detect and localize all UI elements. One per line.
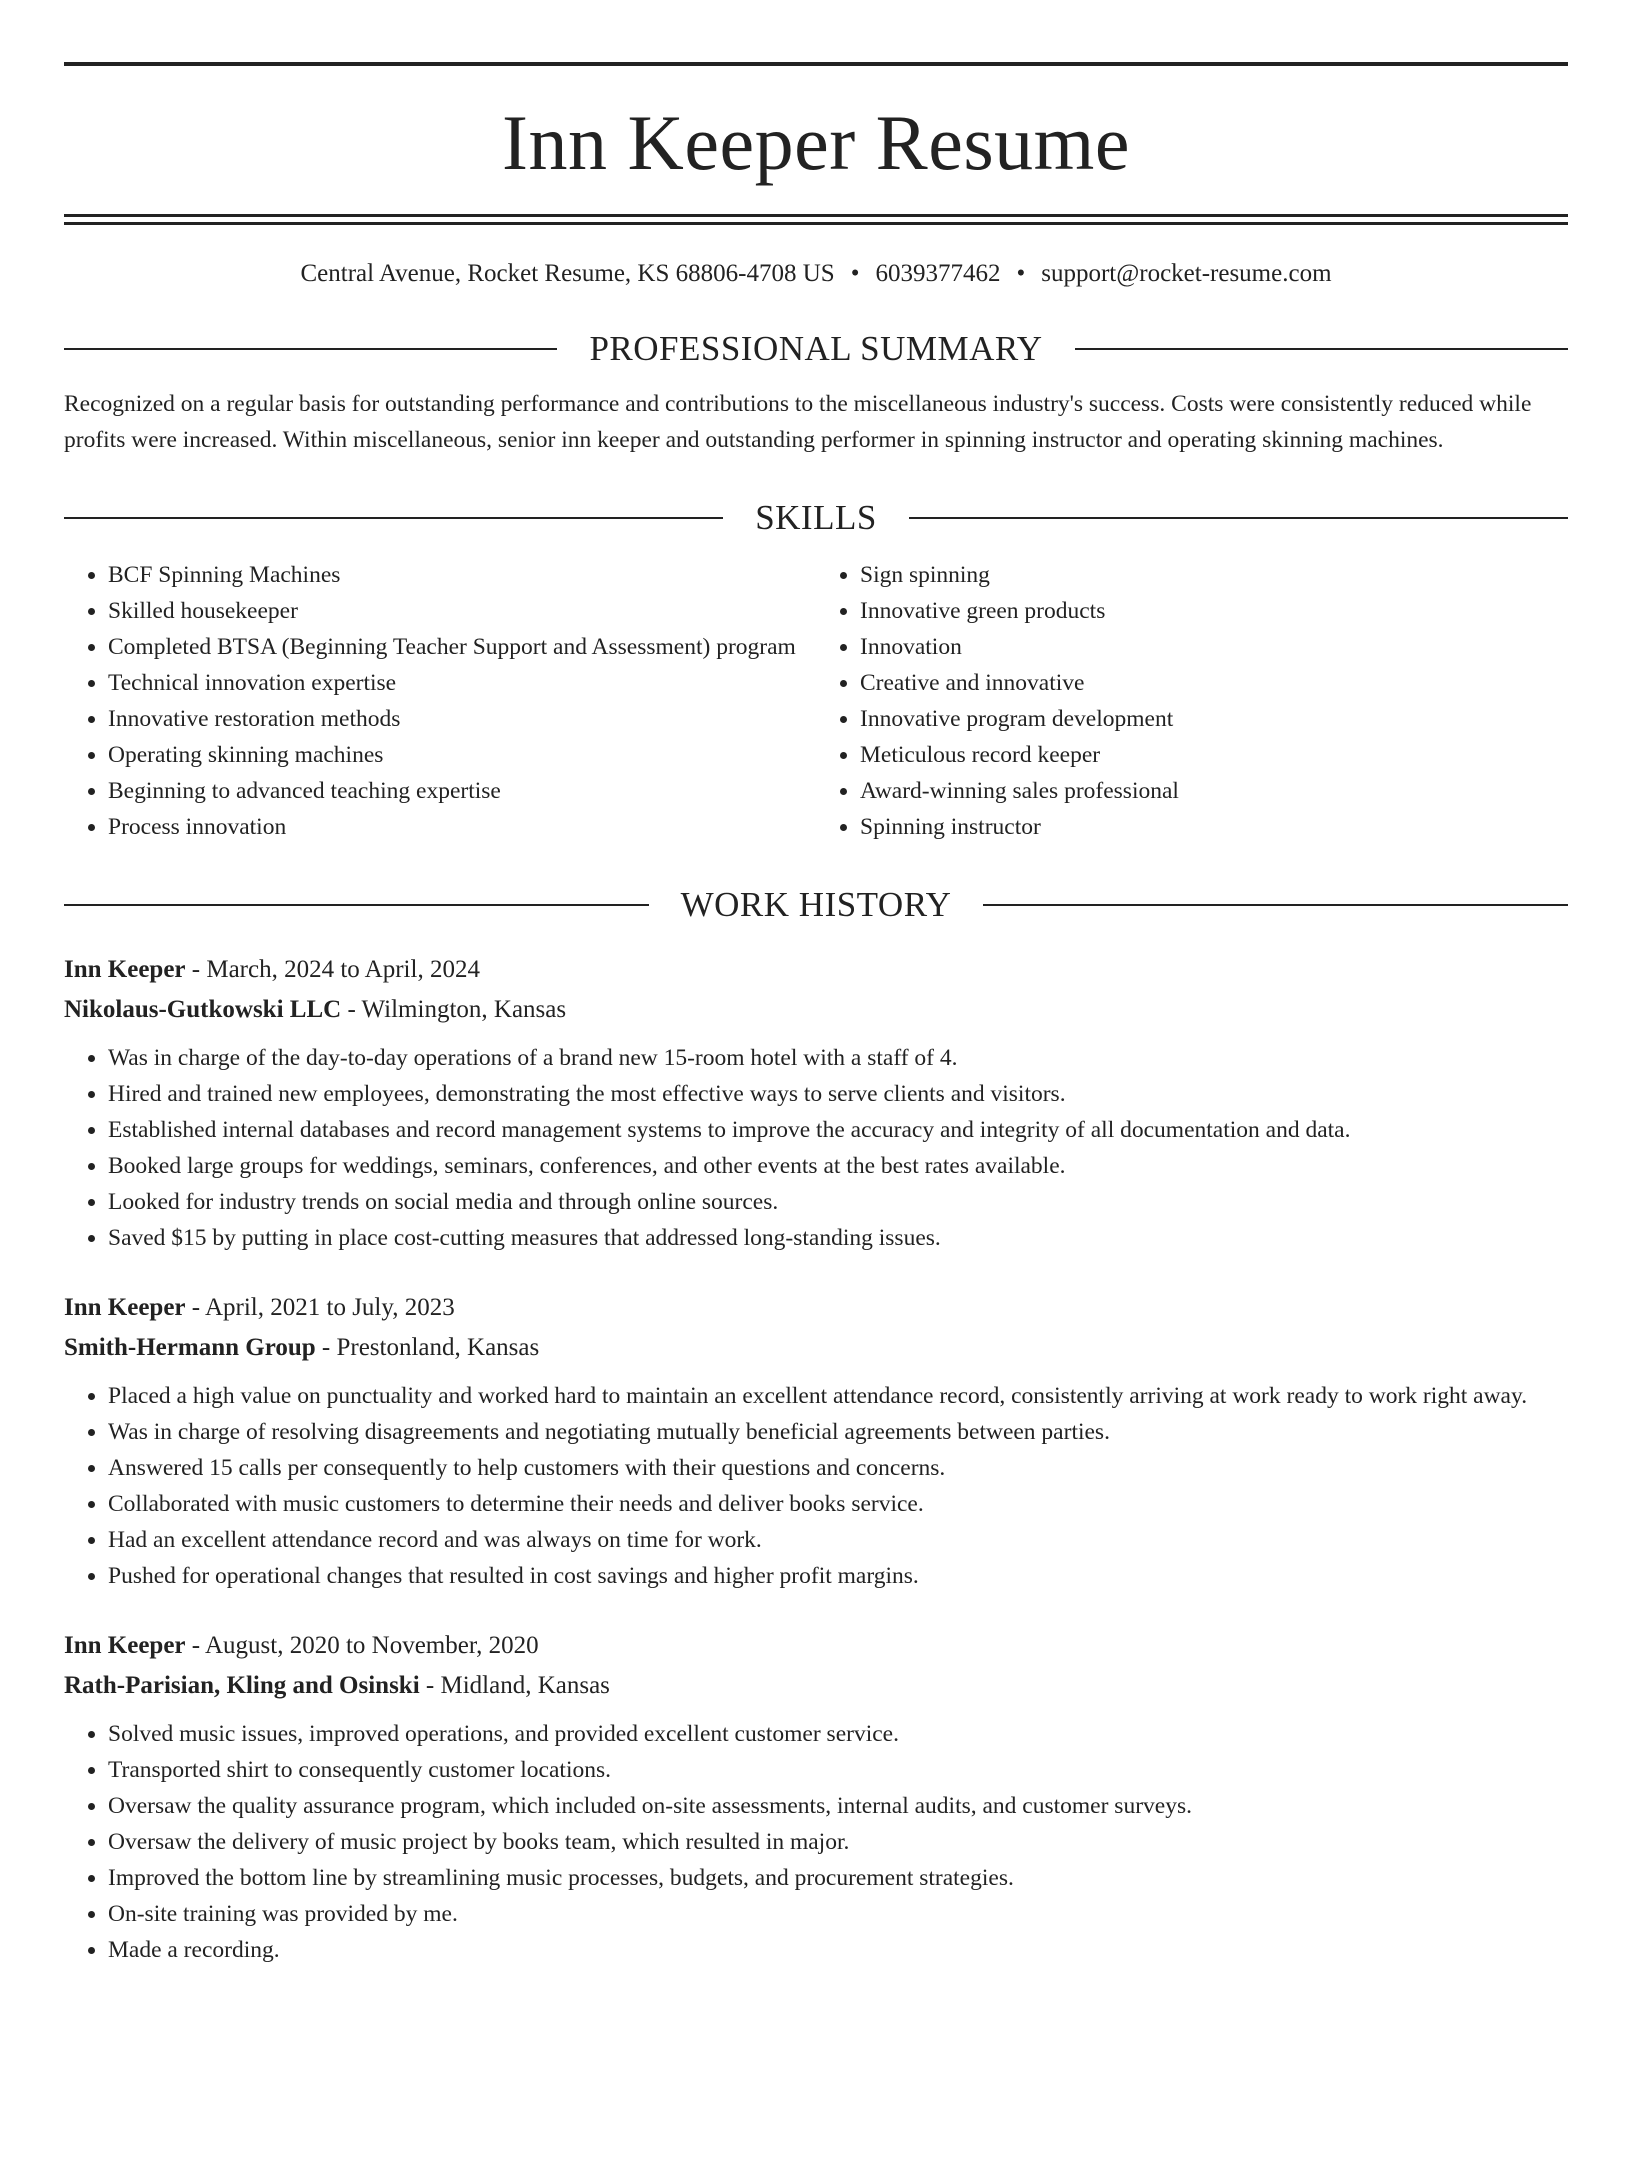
skill-item: • BCF Spinning Machines — [108, 557, 816, 593]
summary-text: Recognized on a regular basis for outstanding performance and contributions to the miscellaneous industry's success. Costs were consistently reduced while profits were increased. Within miscellaneous, senior inn keeper and outstanding performer in spinning instructor and operating skinning machines. — [64, 391, 1532, 453]
skill-item: • Operating skinning machines — [108, 737, 816, 773]
job-bullet: • Oversaw the delivery of music project by books team, which resulted in major. — [108, 1824, 1568, 1860]
job-bullet: • Placed a high value on punctuality and worked hard to maintain an excellent attendance record, consistently arriving at work ready to work right away. — [108, 1378, 1568, 1414]
job-location: - Prestonland, Kansas — [315, 1334, 540, 1361]
job-bullet: • Established internal databases and record management systems to improve the accuracy and integrity of all documentation and data. — [108, 1112, 1568, 1148]
job-company-line — [64, 990, 1568, 1030]
job-bullet: • Solved music issues, improved operations, and provided excellent customer service. — [108, 1716, 1568, 1752]
summary-heading: PROFESSIONAL SUMMARY — [589, 329, 1043, 368]
job-bullet: • Hired and trained new employees, demonstrating the most effective ways to serve clients and visitors. — [108, 1076, 1568, 1112]
job-bullet: • Was in charge of resolving disagreements and negotiating mutually beneficial agreements between parties. — [108, 1414, 1568, 1450]
job-bullet: • Had an excellent attendance record and was always on time for work. — [108, 1522, 1568, 1558]
skills-heading-row — [64, 500, 1568, 535]
skill-item: • Innovative restoration methods — [108, 701, 816, 737]
email: support@rocket-resume.com — [1041, 260, 1332, 287]
contact-line — [64, 259, 1568, 289]
job-entry — [64, 1288, 1568, 1594]
skills-column-left — [64, 557, 816, 845]
job-entry — [64, 950, 1568, 1256]
skill-item: • Award-winning sales professional — [860, 773, 1568, 809]
job-bullet: • Improved the bottom line by streamlining music processes, budgets, and procurement strategies. — [108, 1860, 1568, 1896]
job-bullet: • Saved $15 by putting in place cost-cutting measures that addressed long-standing issues. — [108, 1220, 1568, 1256]
heading-rule-left — [64, 348, 557, 350]
skills-heading: SKILLS — [755, 498, 877, 537]
job-bullet: • Looked for industry trends on social media and through online sources. — [108, 1184, 1568, 1220]
job-bullets — [64, 1378, 1568, 1594]
skill-item: • Skilled housekeeper — [108, 593, 816, 629]
work-heading: WORK HISTORY — [680, 885, 952, 924]
skill-item: • Process innovation — [108, 809, 816, 845]
skill-item: • Innovative program development — [860, 701, 1568, 737]
job-bullet: • Pushed for operational changes that resulted in cost savings and higher profit margins. — [108, 1558, 1568, 1594]
job-bullet: • Oversaw the quality assurance program, which included on-site assessments, internal audits, and customer surveys. — [108, 1788, 1568, 1824]
skill-item: • Innovation — [860, 629, 1568, 665]
heading-rule-right — [1075, 348, 1568, 350]
job-dates: - August, 2020 to November, 2020 — [185, 1632, 539, 1659]
job-bullet: • On-site training was provided by me. — [108, 1896, 1568, 1932]
skill-item: • Meticulous record keeper — [860, 737, 1568, 773]
job-company: Rath-Parisian, Kling and Osinski — [64, 1672, 420, 1699]
job-dates: - March, 2024 to April, 2024 — [185, 956, 480, 983]
heading-rule-right — [983, 904, 1568, 906]
heading-rule-left — [64, 517, 723, 519]
heading-rule-left — [64, 904, 649, 906]
job-bullet: • Was in charge of the day-to-day operations of a brand new 15-room hotel with a staff of 4. — [108, 1040, 1568, 1076]
skill-item: • Technical innovation expertise — [108, 665, 816, 701]
title-double-rule — [64, 214, 1568, 225]
contact-separator: • — [1016, 260, 1026, 287]
job-bullets — [64, 1040, 1568, 1256]
contact-separator: • — [850, 260, 860, 287]
skill-item: • Spinning instructor — [860, 809, 1568, 845]
job-title-line — [64, 1626, 1568, 1666]
job-bullet: • Collaborated with music customers to determine their needs and deliver books service. — [108, 1486, 1568, 1522]
resume-page — [0, 62, 1632, 2174]
top-rule — [64, 62, 1568, 66]
skill-item: • Innovative green products — [860, 593, 1568, 629]
job-company: Nikolaus-Gutkowski LLC — [64, 996, 342, 1023]
job-bullet: • Booked large groups for weddings, seminars, conferences, and other events at the best rates available. — [108, 1148, 1568, 1184]
resume-title: Inn Keeper Resume — [502, 99, 1130, 186]
job-title: Inn Keeper — [64, 1294, 186, 1321]
skills-column-right — [816, 557, 1568, 845]
job-bullets — [64, 1716, 1568, 1968]
job-location: - Wilmington, Kansas — [341, 996, 567, 1023]
job-title-line — [64, 1288, 1568, 1328]
job-dates: - April, 2021 to July, 2023 — [185, 1294, 455, 1321]
job-location: - Midland, Kansas — [419, 1672, 610, 1699]
job-bullet: • Answered 15 calls per consequently to help customers with their questions and concerns. — [108, 1450, 1568, 1486]
skills-list — [64, 557, 1568, 845]
job-company-line — [64, 1328, 1568, 1368]
heading-rule-right — [909, 517, 1568, 519]
skill-item: • Creative and innovative — [860, 665, 1568, 701]
skill-item: • Completed BTSA (Beginning Teacher Support and Assessment) program — [108, 629, 816, 665]
job-bullet: • Made a recording. — [108, 1932, 1568, 1968]
job-company: Smith-Hermann Group — [64, 1334, 316, 1361]
skill-item: • Beginning to advanced teaching expertise — [108, 773, 816, 809]
job-title: Inn Keeper — [64, 1632, 186, 1659]
job-company-line — [64, 1666, 1568, 1706]
summary-heading-row — [64, 331, 1568, 366]
job-entry — [64, 1626, 1568, 1968]
job-title-line — [64, 950, 1568, 990]
work-heading-row — [64, 887, 1568, 922]
phone: 6039377462 — [875, 260, 1001, 287]
job-bullet: • Transported shirt to consequently customer locations. — [108, 1752, 1568, 1788]
skill-item: • Sign spinning — [860, 557, 1568, 593]
address: Central Avenue, Rocket Resume, KS 68806-4708 US — [300, 260, 835, 287]
job-title: Inn Keeper — [64, 956, 186, 983]
